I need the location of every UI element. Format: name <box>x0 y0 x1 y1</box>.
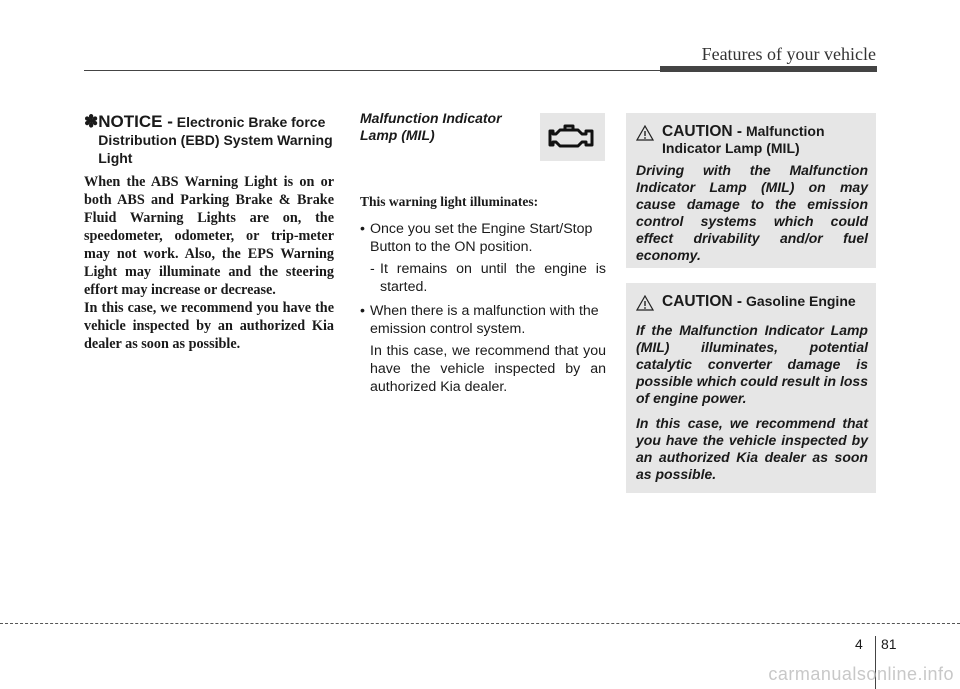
caution-heading <box>636 293 868 316</box>
list-item <box>360 220 606 256</box>
check-engine-icon <box>540 113 605 161</box>
warning-triangle-icon <box>636 123 662 146</box>
caution-box-gasoline <box>626 283 876 493</box>
chapter-number: 4 <box>855 636 863 652</box>
notice-title <box>98 113 334 167</box>
caution-body <box>636 322 868 483</box>
footer-rule <box>0 623 960 624</box>
mil-title: Malfunction Indicator Lamp (MIL) <box>360 110 502 143</box>
caution-box-mil <box>626 113 876 268</box>
mil-list <box>360 220 606 396</box>
caution-label: CAUTION - <box>662 123 743 140</box>
bullet-icon: • <box>360 303 365 319</box>
list-item-text: Once you set the Engine Start/Stop Button to the ON position. <box>370 221 593 255</box>
notice-body <box>84 173 334 353</box>
caution-label: CAUTION - <box>662 293 743 310</box>
notice-heading <box>84 113 334 167</box>
caution-title <box>662 123 868 156</box>
caution-body <box>636 162 868 264</box>
bullet-icon: • <box>360 221 365 237</box>
notice-star-icon: ✽ <box>84 112 99 131</box>
check-engine-icon-graphic <box>548 121 598 153</box>
caution-heading <box>636 123 868 156</box>
section-title: Features of your vehicle <box>701 44 876 64</box>
page-number: 81 <box>881 636 897 652</box>
header-rule-accent <box>660 66 877 72</box>
notice-paragraph: In this case, we recommend you have the vehicle inspected by an authorized Kia dealer as soon as possible. <box>84 300 334 352</box>
dash-icon: - <box>370 261 375 277</box>
notice-block <box>84 113 334 353</box>
notice-title-text: Electronic Brake force Distribution (EBD) System Warning Light <box>98 114 333 166</box>
caution-paragraph: If the Malfunction Indicator Lamp (MIL) illuminates, potential catalytic converter damage is possible which could result in loss of engine power. <box>636 322 868 406</box>
caution-title-text: Gasoline Engine <box>745 293 856 309</box>
list-item <box>360 302 606 338</box>
mil-lead: This warning light illuminates: <box>360 194 539 209</box>
caution-title <box>662 293 856 310</box>
watermark: carmanualsonline.info <box>768 664 954 684</box>
mil-paragraph: In this case, we recommend that you have the vehicle inspected by an authorized Kia dealer. <box>370 343 606 395</box>
header-rule <box>84 70 660 71</box>
list-subitem <box>360 260 606 296</box>
list-subitem-text: It remains on until the engine is started. <box>380 261 606 295</box>
notice-label: NOTICE - <box>98 112 173 131</box>
caution-paragraph: Driving with the Malfunction Indicator Lamp (MIL) on may cause damage to the emission control systems which could effect drivability and/or fuel economy. <box>636 162 868 263</box>
caution-paragraph: In this case, we recommend that you have the vehicle inspected by an authorized Kia dealer as soon as possible. <box>636 415 868 482</box>
warning-triangle-icon <box>636 293 662 316</box>
caution-title-text: Malfunction Indicator Lamp (MIL) <box>662 123 825 156</box>
list-item-text: When there is a malfunction with the emission control system. <box>370 303 599 337</box>
notice-paragraph: When the ABS Warning Light is on or both ABS and Parking Brake & Brake Fluid Warning Lights are on, the speedometer, odometer, or trip-meter may not work. Also, the EPS Warning Light may illuminate and the steering effort may increase or decrease. <box>84 174 334 298</box>
